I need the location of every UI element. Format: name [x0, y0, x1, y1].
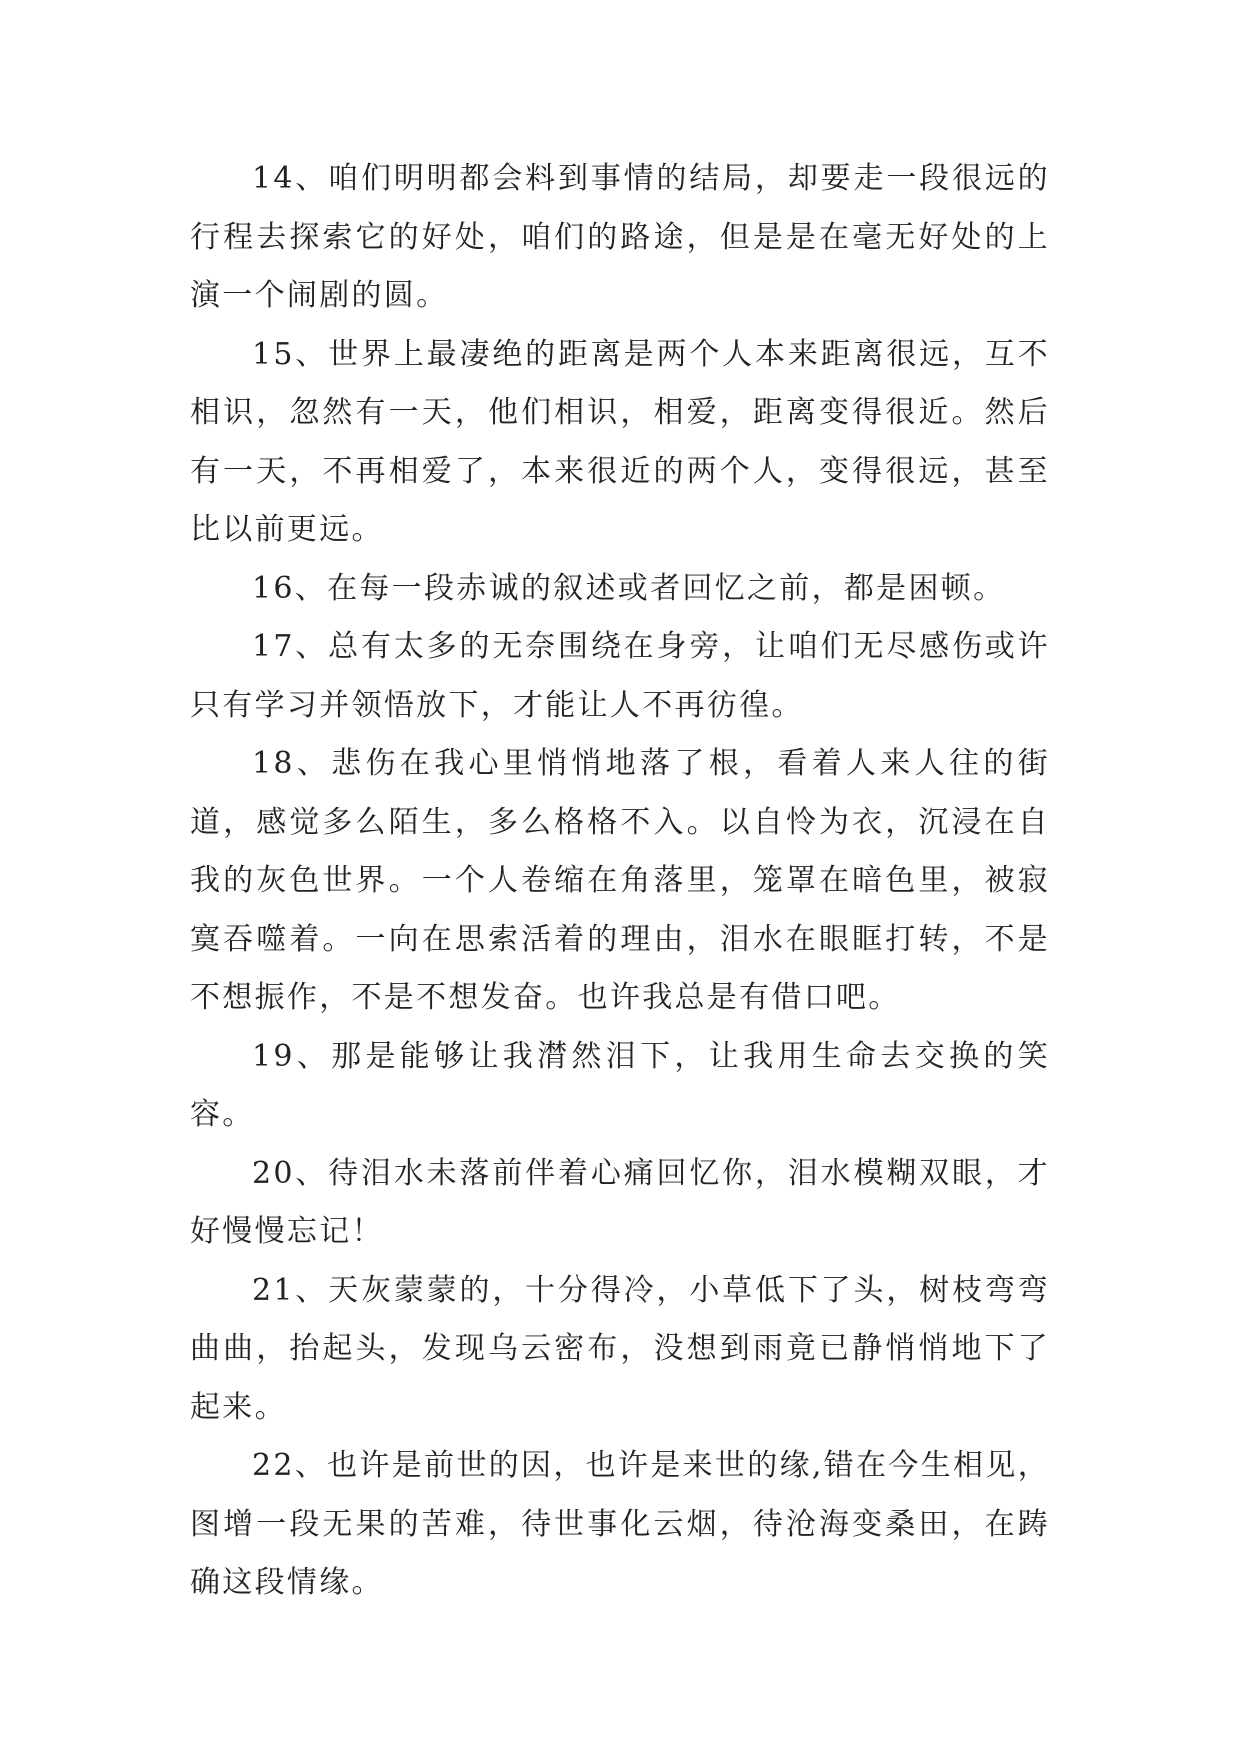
document-body [190, 150, 1050, 1613]
paragraph-22: 22、也许是前世的因，也许是来世的缘,错在今生相见，图增一段无果的苦难，待世事化云烟，待沧海变桑田，在踌确这段情缘。 [190, 1448, 1050, 1600]
paragraph-19: 19、那是能够让我潸然泪下，让我用生命去交换的笑容。 [190, 1038, 1050, 1132]
paragraph-20: 20、待泪水未落前伴着心痛回忆你，泪水模糊双眼，才好慢慢忘记！ [190, 1155, 1050, 1249]
paragraph-17: 17、总有太多的无奈围绕在身旁，让咱们无尽感伤或许只有学习并领悟放下，才能让人不再彷徨。 [190, 629, 1050, 723]
paragraph-14: 14、咱们明明都会料到事情的结局，却要走一段很远的行程去探索它的好处，咱们的路途，但是是在毫无好处的上演一个闹剧的圆。 [190, 161, 1050, 313]
paragraph-21: 21、天灰蒙蒙的，十分得冷，小草低下了头，树枝弯弯曲曲，抬起头，发现乌云密布，没想到雨竟已静悄悄地下了起来。 [190, 1272, 1050, 1425]
paragraph-15: 15、世界上最凄绝的距离是两个人本来距离很远，互不相识，忽然有一天，他们相识，相爱，距离变得很近。然后有一天，不再相爱了，本来很近的两个人，变得很远，甚至比以前更远。 [190, 336, 1050, 547]
paragraph-18: 18、悲伤在我心里悄悄地落了根，看着人来人往的街道，感觉多么陌生，多么格格不入。以自怜为衣，沉浸在自我的灰色世界。一个人卷缩在角落里，笼罩在暗色里，被寂寞吞噬着。一向在思索活着的理由，泪水在眼眶打转，不是不想振作，不是不想发奋。也许我总是有借口吧。 [190, 746, 1050, 1015]
paragraph-16: 16、在每一段赤诚的叙述或者回忆之前，都是困顿。 [252, 570, 1006, 606]
